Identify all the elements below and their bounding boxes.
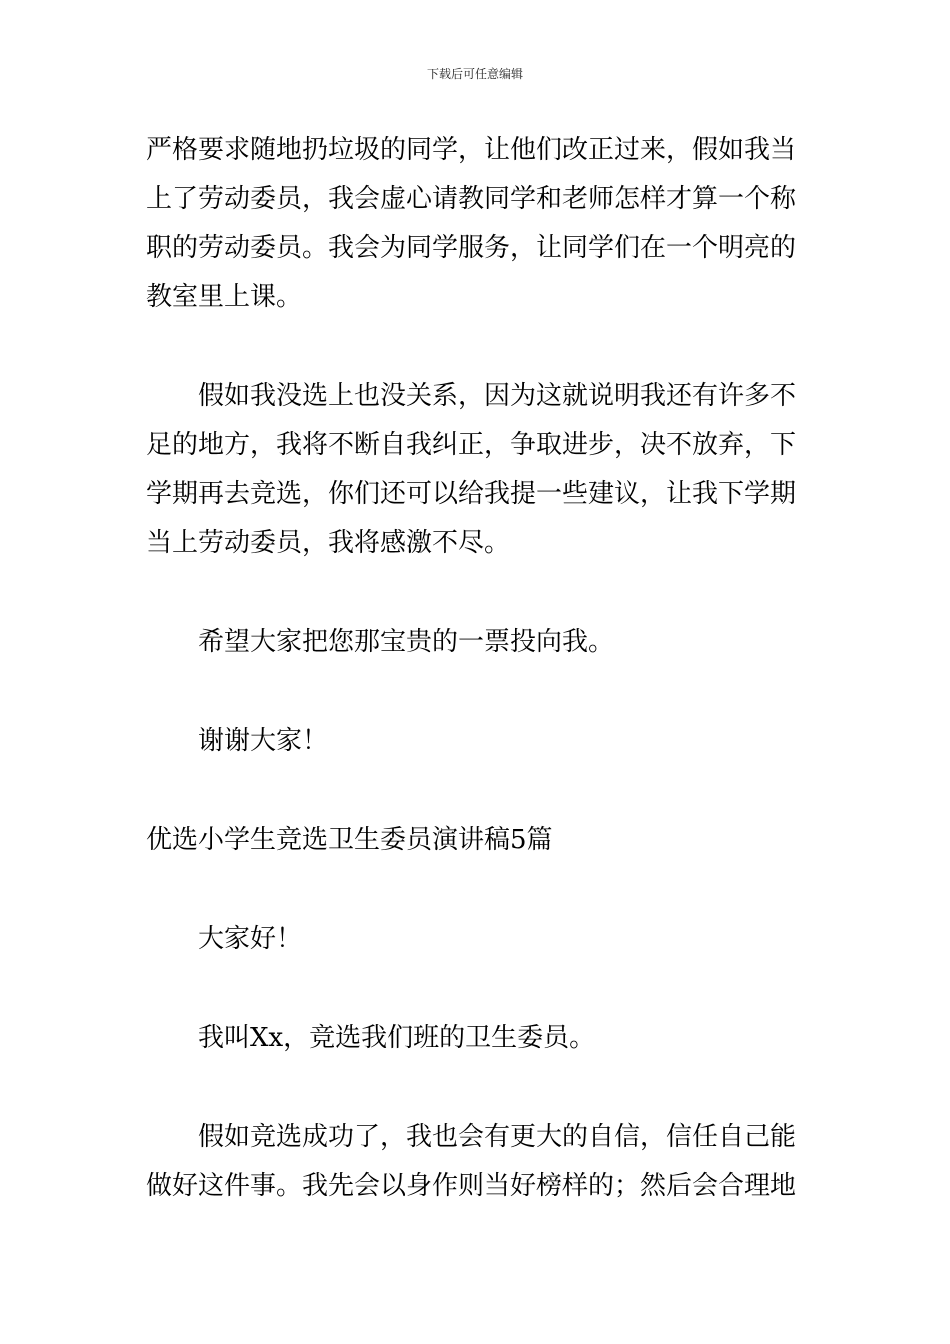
body-text-line: 上了劳动委员，我会虚心请教同学和老师怎样才算一个称 [146, 184, 797, 214]
section-heading: 优选小学生竞选卫生委员演讲稿5篇 [146, 825, 553, 855]
body-text-line: 教室里上课。 [146, 282, 303, 312]
body-text-line: 希望大家把您那宝贵的一票投向我。 [198, 627, 615, 657]
body-text-line: 做好这件事。我先会以身作则当好榜样的；然后会合理地 [146, 1171, 797, 1201]
page-header: 下载后可任意编辑 [426, 67, 523, 81]
body-text-line: 职的劳动委员。我会为同学服务，让同学们在一个明亮的 [146, 233, 797, 263]
body-text-line: 假如竞选成功了，我也会有更大的自信，信任自己能 [198, 1122, 797, 1152]
body-text-line: 假如我没选上也没关系，因为这就说明我还有许多不 [198, 381, 797, 411]
body-text-line: 当上劳动委员，我将感激不尽。 [146, 528, 511, 558]
body-text-line: 大家好！ [198, 924, 303, 954]
body-text-line: 足的地方，我将不断自我纠正，争取进步，决不放弃，下 [146, 430, 797, 460]
body-text-line: 严格要求随地扔垃圾的同学，让他们改正过来，假如我当 [146, 135, 797, 165]
body-text-line: 谢谢大家！ [198, 726, 329, 756]
body-text-line: 学期再去竞选，你们还可以给我提一些建议，让我下学期 [146, 479, 797, 509]
body-text-line: 我叫Xx，竞选我们班的卫生委员。 [198, 1023, 596, 1053]
